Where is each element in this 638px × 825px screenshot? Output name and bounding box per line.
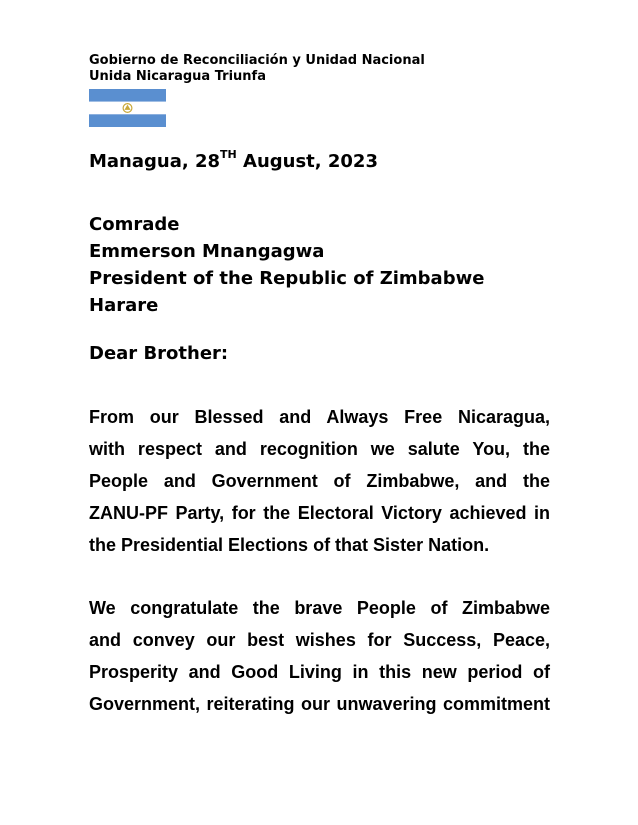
recipient-position: President of the Republic of Zimbabwe <box>89 268 485 289</box>
date-prefix: Managua, 28 <box>89 151 221 172</box>
paragraph-line: the Presidential Elections of that Sister Nation. <box>89 535 490 555</box>
paragraph-line: with respect and recognition we salute You, the <box>89 439 550 459</box>
recipient-city: Harare <box>89 295 159 316</box>
date-ordinal-suffix: TH <box>220 148 237 161</box>
letterhead-government-name: Gobierno de Reconciliación y Unidad Nacional <box>89 53 425 68</box>
letterhead <box>89 53 425 85</box>
paragraph-line: and convey our best wishes for Success, Peace, <box>89 630 550 650</box>
letter-date <box>89 150 378 174</box>
paragraph-line: ZANU-PF Party, for the Electoral Victory achieved in <box>89 503 550 523</box>
recipient-name: Emmerson Mnangagwa <box>89 241 325 262</box>
recipient-block <box>89 211 484 319</box>
paragraph-line: Prosperity and Good Living in this new period of <box>89 662 550 682</box>
body-paragraph-1 <box>89 401 550 561</box>
nicaragua-flag-icon <box>89 89 166 127</box>
letterhead-motto: Unida Nicaragua Triunfa <box>89 69 266 84</box>
recipient-title: Comrade <box>89 214 180 235</box>
body-paragraph-2 <box>89 592 550 720</box>
salutation: Dear Brother: <box>89 343 229 364</box>
date-rest: August, 2023 <box>236 151 378 172</box>
paragraph-line: We congratulate the brave People of Zimbabwe <box>89 598 550 618</box>
paragraph-line: Government, reiterating our unwavering commitment <box>89 694 550 714</box>
paragraph-line: People and Government of Zimbabwe, and the <box>89 471 550 491</box>
paragraph-line: From our Blessed and Always Free Nicaragua, <box>89 407 550 427</box>
